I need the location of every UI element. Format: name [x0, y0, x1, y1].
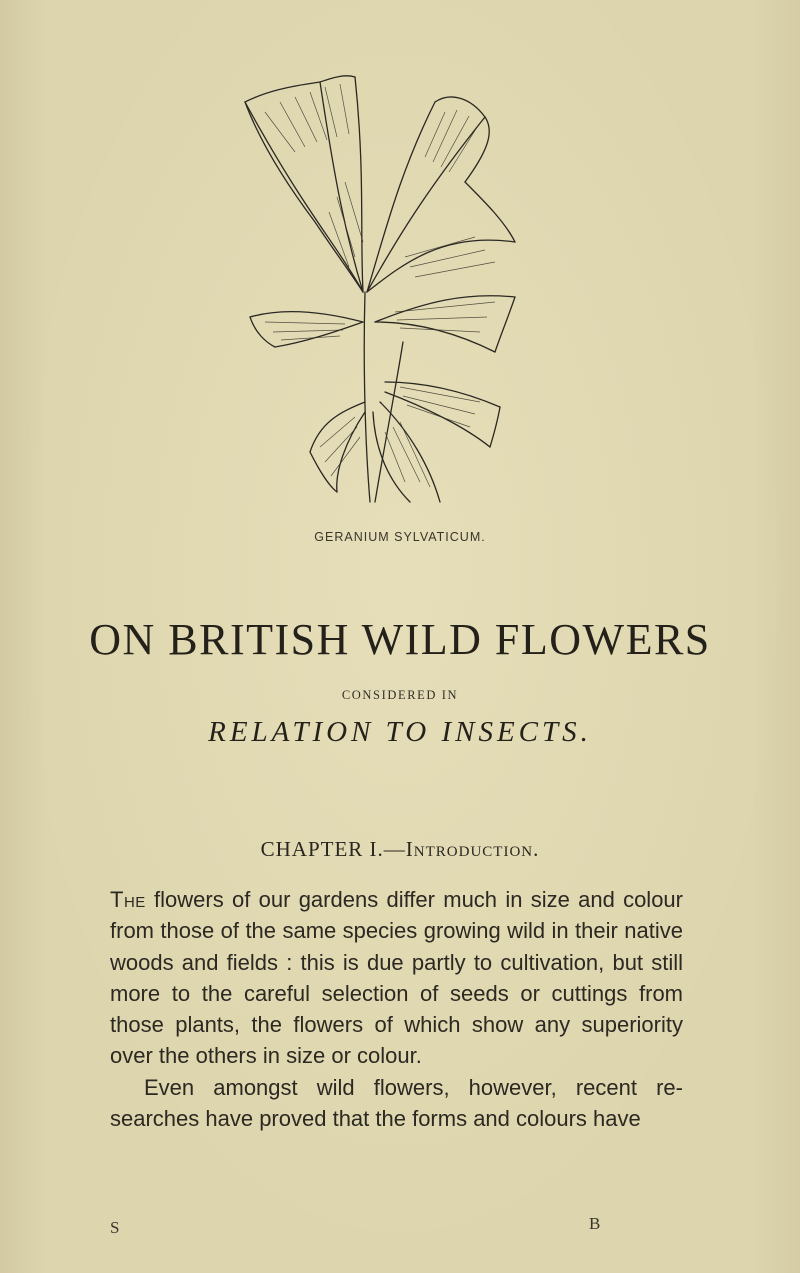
title-considered-in: CONSIDERED IN [341, 688, 459, 702]
title-relation: RELATION TO INSECTS. [208, 716, 592, 748]
paragraph-2: Even amongst wild flowers, however, recent re-searches have proved that the forms and colours have [110, 1074, 683, 1132]
illustration-caption: GERANIUM SYLVATICUM. [314, 530, 486, 544]
folio-mark: B [589, 1214, 601, 1233]
chapter-name: Introduction. [405, 837, 540, 861]
geranium-leaf-engraving [225, 62, 555, 522]
chapter-number: CHAPTER I.— [260, 837, 406, 861]
book-title: ON BRITISH WILD FLOWERS [89, 615, 711, 664]
paragraph-1 [110, 884, 683, 1072]
geranium-illustration [225, 62, 555, 522]
paragraph-1-text: flowers of our gardens differ much in size and colour from those of the same species growing wild in their native woods and fields : this is due partly to cultivation, but still more to the careful selection of seeds or cuttings from those plants, the flowers of which show any superiority over the others in size or colour. [110, 887, 683, 1069]
chapter-heading [0, 837, 800, 862]
paragraph-1-first-word: The [110, 887, 146, 912]
body-text [110, 884, 683, 1134]
signature-mark: S [110, 1218, 120, 1237]
